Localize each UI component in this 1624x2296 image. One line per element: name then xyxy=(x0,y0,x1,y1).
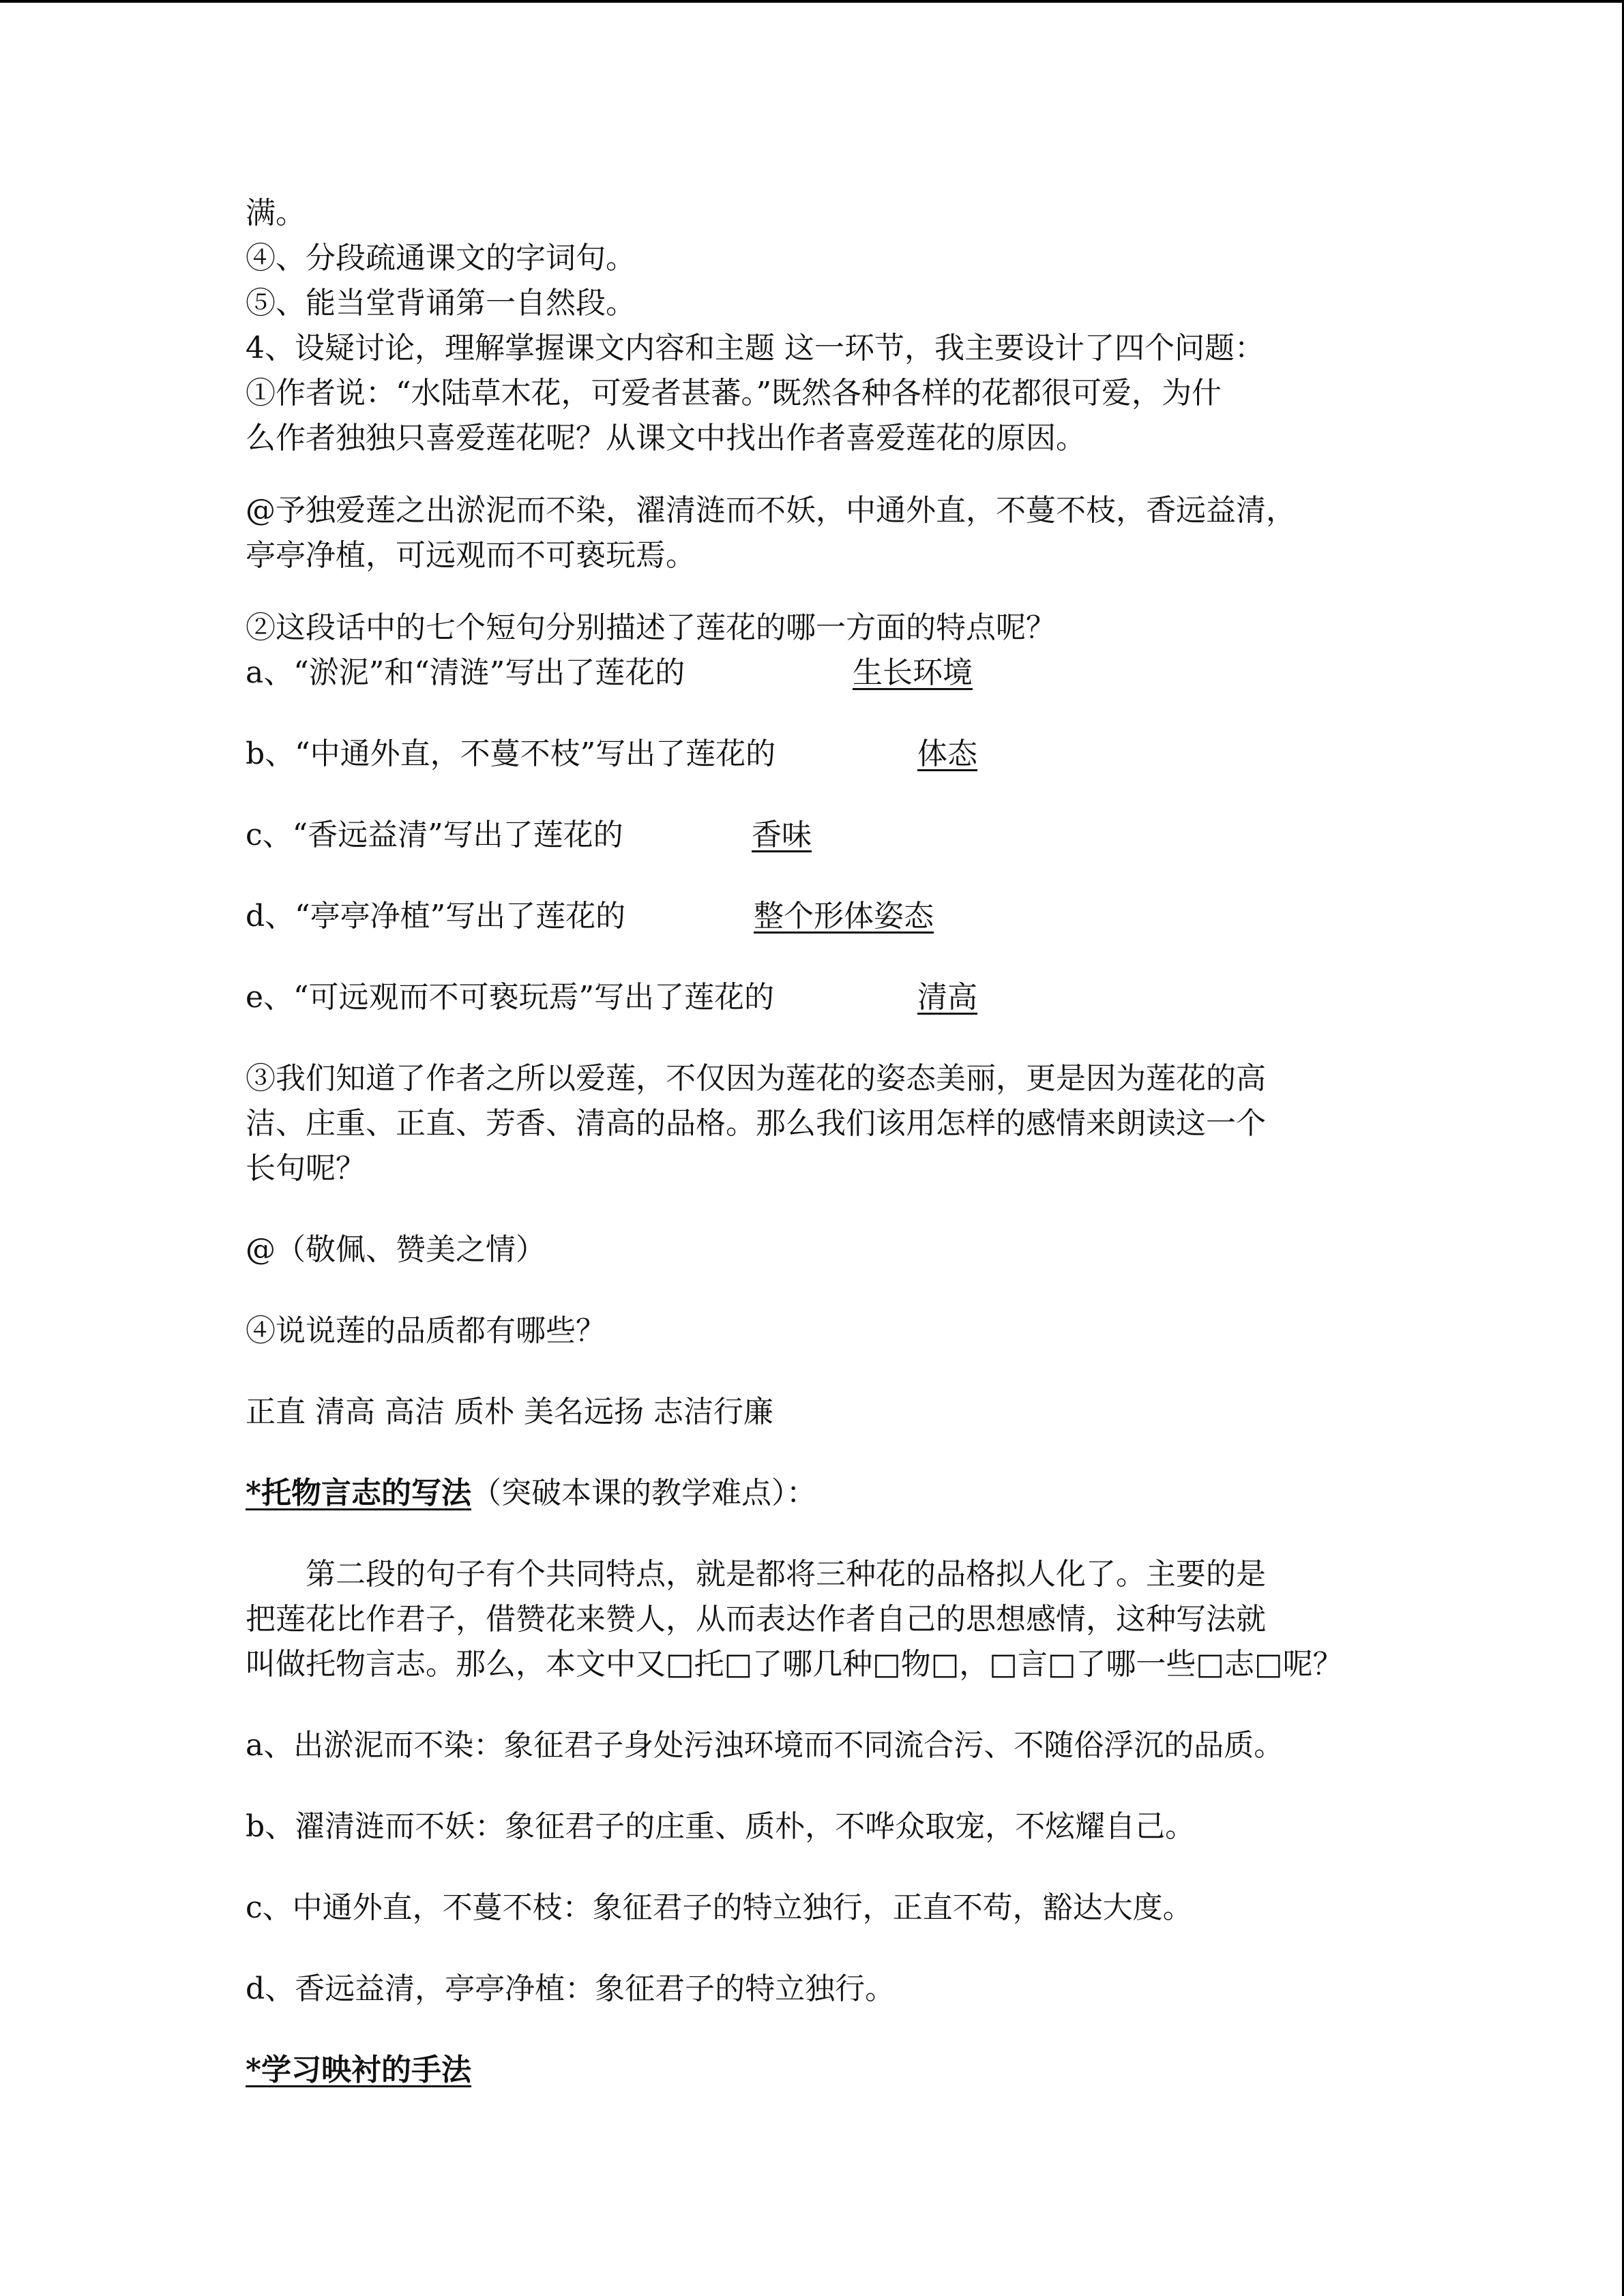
answer-3: @（敬佩、赞美之情） xyxy=(246,1232,546,1267)
section-heading-tuowu xyxy=(246,1471,1364,1516)
section-heading-yingchen xyxy=(246,2048,1364,2093)
symbol-item-b: b、濯清涟而不妖：象征君子的庄重、质朴，不哗众取宠，不炫耀自己。 xyxy=(246,1809,1196,1844)
fill-answer: 整个形体姿态 xyxy=(754,899,934,934)
fill-row-e xyxy=(246,975,1364,1020)
fill-answer: 清高 xyxy=(917,980,977,1015)
question-3-line-2: 洁、庄重、正直、芳香、清高的品格。那么我们该用怎样的感情来朗读这一个 xyxy=(246,1106,1266,1141)
step-heading: 4、设疑讨论，理解掌握课文内容和主题 这一环节，我主要设计了四个问题： xyxy=(246,331,1265,366)
answer-1-line-2: 亭亭净植，可远观而不可亵玩焉。 xyxy=(246,538,696,573)
question-3-line-3: 长句呢？ xyxy=(246,1151,366,1186)
question-2: ②这段话中的七个短句分别描述了莲花的哪一方面的特点呢？ xyxy=(246,610,1056,645)
section-title: *学习映衬的手法 xyxy=(246,2053,472,2087)
paragraph-line-3: 叫做托物言志。那么，本文中又□托□了哪几种□物□，□言□了哪一些□志□呢？ xyxy=(246,1647,1343,1682)
fill-row-c xyxy=(246,813,1364,858)
fill-label: c、“香远益清”写出了莲花的 xyxy=(246,818,623,852)
fill-row-a xyxy=(246,651,1364,696)
document-body xyxy=(246,191,1364,2093)
page-top-border xyxy=(0,0,1624,3)
fill-answer: 生长环境 xyxy=(853,655,973,690)
section-title: *托物言志的写法 xyxy=(246,1476,472,1510)
symbol-item-d: d、香远益清，亭亭净植：象征君子的特立独行。 xyxy=(246,1971,896,2006)
text-line: ④、分段疏通课文的字词句。 xyxy=(246,241,636,275)
paragraph-line-1: 第二段的句子有个共同特点，就是都将三种花的品格拟人化了。主要的是 xyxy=(306,1557,1266,1592)
question-1-line-1: ①作者说：“水陆草木花，可爱者甚蕃。”既然各种各样的花都很可爱，为什 xyxy=(246,376,1222,411)
answer-1-line-1: @予独爱莲之出淤泥而不染，濯清涟而不妖，中通外直，不蔓不枝，香远益清， xyxy=(246,493,1296,528)
answer-4: 正直 清高 高洁 质朴 美名远扬 志洁行廉 xyxy=(246,1395,773,1429)
symbol-item-a: a、出淤泥而不染：象征君子身处污浊环境而不同流合污、不随俗浮沉的品质。 xyxy=(246,1728,1284,1763)
fill-label: e、“可远观而不可亵玩焉”写出了莲花的 xyxy=(246,980,775,1015)
fill-answer: 香味 xyxy=(752,818,812,852)
fill-row-d xyxy=(246,894,1364,939)
text-line: 满。 xyxy=(246,196,306,230)
question-1-line-2: 么作者独独只喜爱莲花呢？从课文中找出作者喜爱莲花的原因。 xyxy=(246,421,1086,456)
fill-label: b、“中通外直，不蔓不枝”写出了莲花的 xyxy=(246,736,776,771)
fill-answer: 体态 xyxy=(917,736,977,771)
paragraph-line-2: 把莲花比作君子，借赞花来赞人，从而表达作者自己的思想感情，这种写法就 xyxy=(246,1602,1266,1637)
fill-label: d、“亭亭净植”写出了莲花的 xyxy=(246,899,626,934)
fill-row-b xyxy=(246,732,1364,777)
question-3-line-1: ③我们知道了作者之所以爱莲，不仅因为莲花的姿态美丽，更是因为莲花的高 xyxy=(246,1061,1266,1096)
section-suffix: （突破本课的教学难点）： xyxy=(471,1476,817,1510)
symbol-item-c: c、中通外直，不蔓不枝：象征君子的特立独行，正直不苟，豁达大度。 xyxy=(246,1890,1193,1925)
question-4: ④说说莲的品质都有哪些？ xyxy=(246,1313,606,1348)
fill-label: a、“淤泥”和“清涟”写出了莲花的 xyxy=(246,655,685,690)
text-line: ⑤、能当堂背诵第一自然段。 xyxy=(246,286,636,320)
